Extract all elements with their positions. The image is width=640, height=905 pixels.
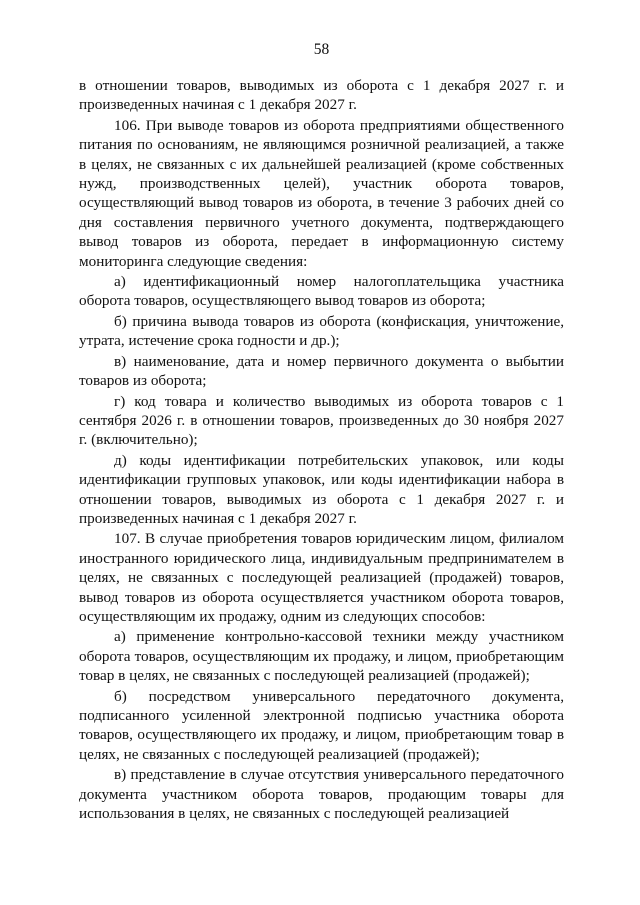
paragraph-106-v: в) наименование, дата и номер первичного документа о выбытии товаров из оборота; — [79, 352, 564, 390]
paragraph-106-d: д) коды идентификации потребительских упаковок, или коды идентификации групповых упаковок, или коды идентификации набора в отношении товаров, выводимых из оборота с 1 декабря 2027 г. и произведенных начиная с 1 декабря 2027 г. — [79, 451, 564, 527]
paragraph-107: 107. В случае приобретения товаров юридическим лицом, филиалом иностранного юридического лица, индивидуальным предпринимателем в целях, не связанных с последующей реализацией (продажей) товаров, вывод товаров из оборота осуществляется участником оборота товаров, осуществляющим их продажу, одним из следующих способов: — [79, 530, 564, 625]
paragraph-107-b: б) посредством универсального передаточного документа, подписанного усиленной электронной подписью участника оборота товаров, осуществляющего их продажу, и лицом, приобретающим товар в целях, не связанных с последующей реализацией (продажей); — [79, 687, 564, 763]
paragraph-continuation: в отношении товаров, выводимых из оборота с 1 декабря 2027 г. и произведенных начиная с 1 декабря 2027 г. — [79, 77, 564, 114]
paragraph-106: 106. При выводе товаров из оборота предприятиями общественного питания по основаниям, не являющимся розничной реализацией, а также в целях, не связанных с их дальнейшей реализацией (кроме собственных нужд, производственных целей), участник оборота товаров, осуществляющий вывод товаров из оборота, в течение 3 рабочих дней со дня составления первичного учетного документа, подтверждающего вывод товаров из оборота, передает в информационную систему мониторинга следующие сведения: — [79, 116, 564, 270]
paragraph-107-a: а) применение контрольно-кассовой техники между участником оборота товаров, осуществляющим их продажу, и лицом, приобретающим товар в целях, не связанных с последующей реализацией (продажей); — [79, 628, 564, 685]
paragraph-107-v: в) представление в случае отсутствия универсального передаточного документа участником оборота товаров, продающим товары для использования в целях, не связанных с последующей реализацией — [79, 766, 564, 823]
paragraph-106-b: б) причина вывода товаров из оборота (конфискация, уничтожение, утрата, истечение срока годности и др.); — [79, 312, 564, 350]
paragraph-106-a: а) идентификационный номер налогоплательщика участника оборота товаров, осуществляющего вывод товаров из оборота; — [79, 273, 564, 310]
document-body — [79, 76, 564, 823]
paragraph-106-g: г) код товара и количество выводимых из оборота товаров с 1 сентября 2026 г. в отношении товаров, произведенных до 30 ноября 2027 г. (включительно); — [79, 392, 564, 449]
page-number: 58 — [313, 41, 330, 58]
